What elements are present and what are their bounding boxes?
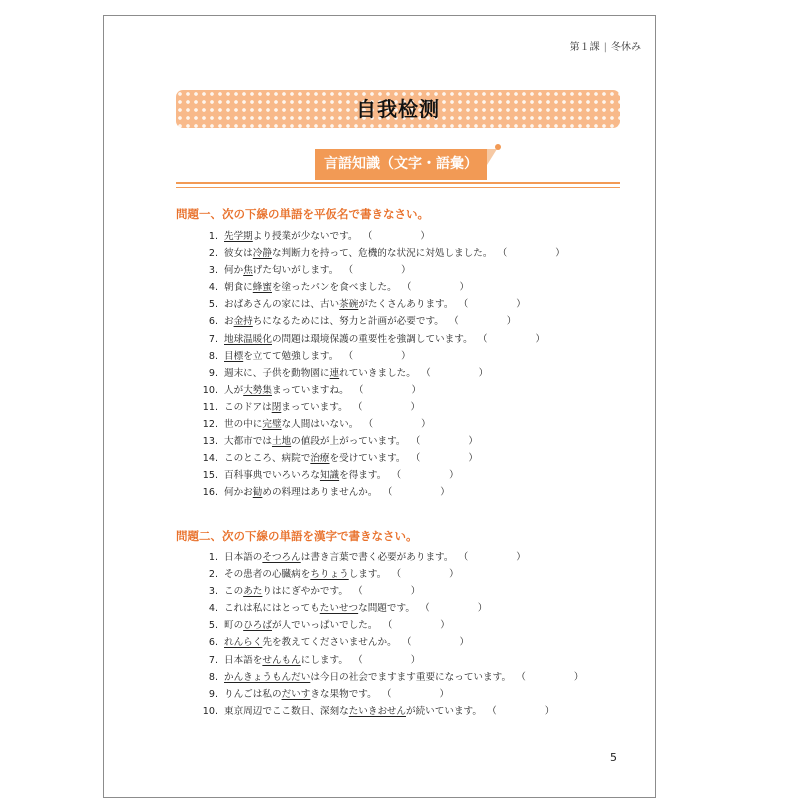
- item-text-after: は今日の社会でますます重要になっています。: [310, 671, 512, 683]
- answer-close-paren: ）: [535, 333, 546, 345]
- answer-close-paren: ）: [516, 552, 526, 563]
- answer-open-paren: （: [387, 620, 393, 632]
- answer-open-paren: （: [491, 705, 497, 717]
- answer-open-paren: （: [463, 299, 469, 311]
- item-text-after: まっていますね。: [271, 384, 349, 396]
- item-text-before: この: [224, 586, 244, 598]
- answer-close-paren: ）: [440, 487, 450, 499]
- item-underlined-word: たいせつ: [319, 603, 359, 615]
- item-underlined-word: あた: [243, 586, 263, 598]
- item-underlined-word: 地球温暖化: [224, 333, 272, 345]
- item-underlined-word: 冷静: [252, 248, 272, 260]
- item-text-before: 大都市では: [224, 436, 272, 448]
- item-number: 6.: [208, 316, 218, 328]
- answer-close-paren: ）: [573, 671, 584, 683]
- question-item: [194, 348, 565, 365]
- answer-open-paren: （: [396, 470, 402, 482]
- item-text-after: 先を教えてくださいませんか。: [262, 637, 397, 649]
- answer-open-paren: （: [386, 688, 392, 700]
- question-item: [194, 566, 583, 583]
- item-underlined-word: 閉: [271, 401, 282, 413]
- item-text-after: りはにぎやかです。: [262, 586, 348, 598]
- item-text-before: 何かお: [224, 487, 253, 499]
- question-item: [194, 686, 583, 703]
- answer-open-paren: （: [415, 436, 421, 448]
- item-underlined-word: 茶碗: [339, 299, 359, 311]
- answer-open-paren: （: [463, 552, 469, 563]
- question2-list: [194, 549, 583, 720]
- item-number: 14.: [202, 453, 218, 465]
- item-number: 1.: [208, 552, 218, 563]
- item-text-after: な問題です。: [358, 603, 415, 615]
- item-number: 16.: [202, 487, 218, 499]
- item-underlined-word: 完璧: [262, 419, 282, 431]
- item-text-before: りんごは私の: [224, 688, 282, 700]
- item-number: 5.: [208, 620, 218, 632]
- item-text-before: 人が: [224, 384, 244, 396]
- item-number: 8.: [208, 350, 218, 362]
- item-underlined-word: 連: [329, 367, 340, 379]
- item-underlined-word: 先学期: [224, 231, 253, 242]
- item-text-before: 町の: [224, 620, 244, 632]
- item-number: 7.: [208, 654, 218, 666]
- item-underlined-word: 金持: [233, 316, 253, 328]
- question-item: [194, 583, 583, 600]
- question-item: [194, 703, 583, 720]
- answer-open-paren: （: [415, 453, 421, 465]
- item-number: 4.: [208, 603, 218, 615]
- question-item: [194, 365, 565, 382]
- item-text-after: げた匂いがします。: [252, 265, 339, 277]
- answer-open-paren: （: [368, 419, 374, 431]
- answer-close-paren: ）: [555, 248, 565, 260]
- item-number: 10.: [202, 384, 218, 396]
- header-lesson: 第１課: [569, 42, 600, 53]
- question-item: [194, 617, 583, 634]
- answer-close-paren: ）: [410, 401, 421, 413]
- item-text-before: このドアは: [224, 401, 272, 413]
- item-underlined-word: そつろん: [262, 552, 301, 563]
- item-text-before: その患者の心臓病を: [224, 569, 311, 581]
- item-number: 3.: [208, 265, 218, 277]
- item-text-after: の問題は環境保護の重要性を強調しています。: [271, 333, 473, 345]
- answer-open-paren: （: [357, 654, 363, 666]
- question-item: [194, 313, 565, 330]
- item-text-after: より授業が少ないです。: [252, 231, 358, 242]
- item-number: 11.: [202, 401, 218, 413]
- item-number: 2.: [208, 569, 218, 581]
- question-item: [194, 669, 583, 686]
- header-topic: 冬休み: [611, 42, 641, 53]
- answer-open-paren: （: [406, 282, 412, 294]
- answer-close-paren: ）: [506, 316, 517, 328]
- header-separator: |: [603, 42, 607, 53]
- item-underlined-word: 焦: [243, 265, 253, 277]
- page-title: 自我检测: [356, 97, 440, 121]
- item-text-after: を得ます。: [339, 470, 387, 482]
- item-underlined-word: かんきょうもんだい: [224, 671, 311, 683]
- section-tab: 言語知識（文字・語彙）: [315, 149, 487, 180]
- answer-close-paren: ）: [449, 569, 459, 581]
- item-number: 7.: [208, 333, 218, 345]
- question1-list: [194, 228, 565, 502]
- answer-close-paren: ）: [468, 453, 478, 465]
- item-number: 4.: [208, 282, 218, 294]
- answer-open-paren: （: [425, 367, 431, 379]
- answer-open-paren: （: [396, 569, 402, 581]
- item-text-after: れていきました。: [339, 367, 416, 379]
- question-item: [194, 484, 565, 501]
- answer-close-paren: ）: [401, 265, 411, 277]
- item-text-after: ちになるためには、努力と計画が必要です。: [252, 316, 444, 328]
- answer-close-paren: ）: [410, 586, 421, 598]
- item-number: 8.: [208, 671, 218, 683]
- item-number: 15.: [202, 470, 218, 482]
- item-number: 3.: [208, 586, 218, 598]
- answer-open-paren: （: [357, 586, 363, 598]
- answer-close-paren: ）: [516, 299, 526, 311]
- item-text-after: まっています。: [281, 401, 348, 413]
- question-item: [194, 433, 565, 450]
- answer-open-paren: （: [502, 248, 508, 260]
- item-number: 1.: [208, 231, 218, 242]
- item-text-before: 彼女は: [224, 248, 253, 260]
- answer-close-paren: ）: [459, 282, 470, 294]
- section-rule-thick: [176, 182, 620, 184]
- question-item: [194, 652, 583, 669]
- question-item: [194, 549, 583, 566]
- item-text-after: にします。: [300, 654, 348, 666]
- answer-close-paren: ）: [459, 637, 470, 649]
- item-underlined-word: 知識: [319, 470, 340, 482]
- question-item: [194, 382, 565, 399]
- question2-title: 問題二、次の下線の単語を漢字で書きなさい。: [176, 529, 418, 543]
- item-number: 13.: [202, 436, 218, 448]
- item-underlined-word: せんもん: [262, 654, 301, 666]
- item-underlined-word: たいきおせん: [348, 705, 406, 717]
- item-text-after: が続いています。: [406, 705, 482, 717]
- page-number: 5: [610, 751, 617, 764]
- answer-close-paren: ）: [478, 367, 489, 379]
- item-underlined-word: 土地: [271, 436, 292, 448]
- answer-open-paren: （: [482, 333, 488, 345]
- item-number: 2.: [208, 248, 218, 260]
- answer-close-paren: ）: [477, 603, 488, 615]
- answer-open-paren: （: [358, 384, 364, 396]
- question-item: [194, 245, 565, 262]
- answer-open-paren: （: [357, 401, 363, 413]
- item-text-before: このところ、病院で: [224, 453, 311, 465]
- item-underlined-word: 大勢集: [243, 384, 272, 396]
- item-text-before: 日本語を: [224, 654, 263, 666]
- item-underlined-word: 目標: [224, 350, 244, 362]
- item-number: 10.: [202, 705, 218, 717]
- item-text-after: な判断力を持って、危機的な状況に対処しました。: [271, 248, 493, 260]
- section-tab-dot: [495, 144, 501, 150]
- answer-close-paren: ）: [468, 436, 478, 448]
- answer-open-paren: （: [387, 487, 393, 499]
- item-underlined-word: 勧: [252, 487, 263, 499]
- item-text-after: は書き言葉で書く必要があります。: [300, 552, 454, 563]
- item-text-after: を受けています。: [329, 453, 406, 465]
- answer-close-paren: ）: [439, 688, 450, 700]
- workbook-page: [103, 15, 656, 798]
- item-text-after: の値段が上がっています。: [291, 436, 406, 448]
- question-item: [194, 634, 583, 651]
- item-text-before: 世の中に: [224, 419, 263, 431]
- item-text-before: 朝食に: [224, 282, 253, 294]
- answer-close-paren: ）: [449, 470, 459, 482]
- item-text-after: な人間はいない。: [281, 419, 359, 431]
- answer-open-paren: （: [348, 265, 354, 277]
- item-text-after: めの料理はありませんか。: [262, 487, 378, 499]
- item-text-after: を立てて勉強します。: [243, 350, 339, 362]
- answer-close-paren: ）: [440, 620, 450, 632]
- answer-close-paren: ）: [411, 384, 422, 396]
- item-number: 9.: [208, 688, 218, 700]
- question-item: [194, 467, 565, 484]
- question1-title: 問題一、次の下線の単語を平仮名で書きなさい。: [176, 207, 429, 221]
- answer-open-paren: （: [521, 671, 526, 683]
- item-number: 5.: [208, 299, 218, 311]
- item-text-before: 日本語の: [224, 552, 263, 563]
- answer-close-paren: ）: [401, 350, 411, 362]
- answer-open-paren: （: [406, 637, 412, 649]
- question-item: [194, 279, 565, 296]
- item-underlined-word: だいす: [281, 688, 311, 700]
- section-tab-fold: [487, 149, 497, 165]
- item-underlined-word: ひろば: [243, 620, 272, 632]
- item-text-after: きな果物です。: [310, 688, 377, 700]
- running-header: [570, 38, 641, 53]
- answer-close-paren: ）: [420, 231, 430, 242]
- title-banner: [176, 90, 620, 128]
- item-text-after: がたくさんあります。: [358, 299, 454, 311]
- question-item: [194, 228, 565, 245]
- answer-open-paren: （: [367, 231, 373, 242]
- answer-open-paren: （: [453, 316, 459, 328]
- item-text-after: します。: [348, 569, 387, 581]
- question-item: [194, 416, 565, 433]
- question-item: [194, 262, 565, 279]
- item-text-before: お: [224, 316, 234, 328]
- item-number: 9.: [208, 367, 218, 379]
- item-underlined-word: ちりょう: [310, 569, 349, 581]
- item-text-before: 週末に、子供を動物園に: [224, 367, 330, 379]
- item-underlined-word: 治療: [310, 453, 330, 465]
- item-text-before: これは私にはとっても: [224, 603, 320, 615]
- answer-open-paren: （: [348, 350, 354, 362]
- answer-open-paren: （: [424, 603, 430, 615]
- item-underlined-word: れんらく: [224, 637, 263, 649]
- question-item: [194, 331, 565, 348]
- answer-close-paren: ）: [421, 419, 431, 431]
- answer-close-paren: ）: [544, 705, 555, 717]
- item-number: 6.: [208, 637, 218, 649]
- question-item: [194, 399, 565, 416]
- question-item: [194, 450, 565, 467]
- item-text-after: が人でいっぱいでした。: [271, 620, 378, 632]
- question-item: [194, 296, 565, 313]
- question-item: [194, 600, 583, 617]
- item-text-before: 何か: [224, 265, 244, 277]
- item-text-before: 百科事典でいろいろな: [224, 470, 320, 482]
- item-number: 12.: [202, 419, 218, 431]
- item-text-before: おばあさんの家には、古い: [224, 299, 340, 311]
- section-rule-thin: [176, 187, 620, 188]
- answer-close-paren: ）: [410, 654, 421, 666]
- item-text-before: 東京周辺でここ数日、深刻な: [224, 705, 349, 717]
- item-text-after: を塗ったパンを食べました。: [271, 282, 397, 294]
- item-underlined-word: 蜂蜜: [252, 282, 272, 294]
